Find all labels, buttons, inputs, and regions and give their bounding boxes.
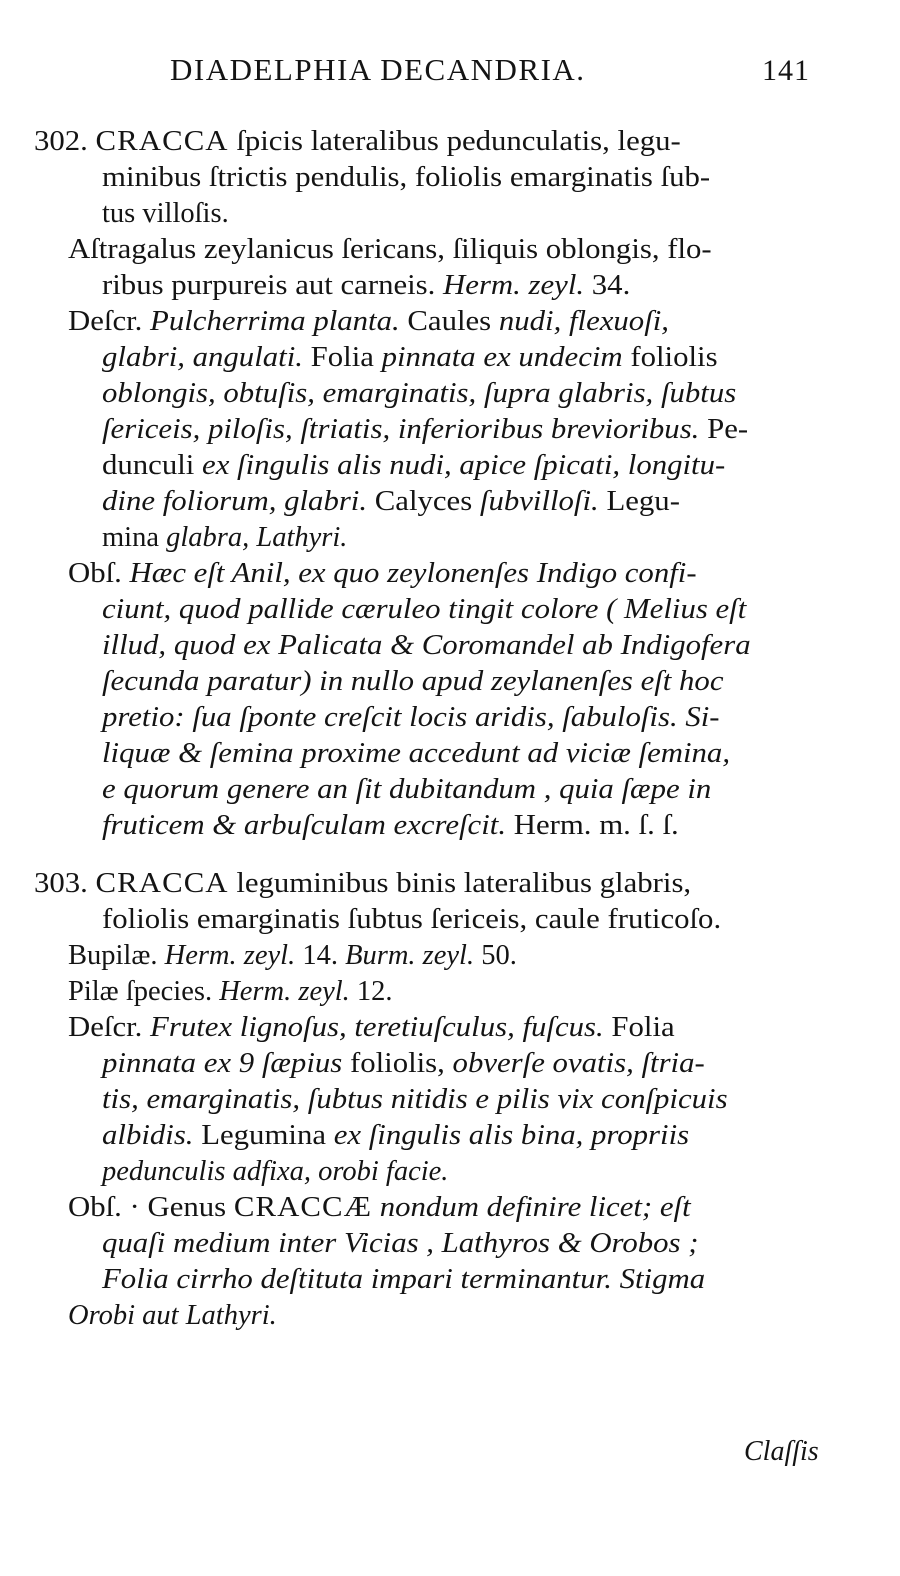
text-line [102, 268, 630, 304]
roman-text: Pe- [699, 414, 749, 445]
italic-text: ſubvilloſi. [479, 486, 599, 517]
text-line [102, 484, 680, 520]
text-line [102, 736, 730, 772]
text-line [102, 340, 718, 376]
italic-text: glabri, angulati. [102, 342, 303, 373]
italic-text: Folia cirrho deſtituta impari terminantur. Stigma [102, 1264, 706, 1295]
roman-text: Deſcr. [68, 1012, 151, 1043]
italic-text: fruticem & arbuſculam excreſcit. [102, 810, 507, 841]
italic-text: Frutex lignoſus, teretiuſculus, fuſcus. [150, 1012, 604, 1043]
roman-text: minibus ſtrictis pendulis, foliolis emarginatis ſub- [102, 162, 711, 193]
text-line [102, 592, 746, 628]
roman-text: 302. [34, 126, 96, 157]
italic-text: illud, quod ex Palicata & Coromandel ab Indigofera [102, 630, 751, 661]
text-line [68, 232, 712, 268]
roman-text: foliolis emarginatis ſubtus ſericeis, caule fruticoſo. [102, 904, 722, 935]
text-line [68, 938, 517, 974]
text-line [68, 1190, 691, 1226]
italic-text: ſecunda paratur) in nullo apud zeylanenſes eſt hoc [102, 666, 724, 697]
roman-text: 14. [295, 940, 346, 971]
italic-text: nondum definire licet; eſt [372, 1192, 691, 1223]
text-line [102, 376, 736, 412]
roman-text: CRACCÆ [233, 1192, 373, 1223]
text-line [102, 1226, 698, 1262]
roman-text: 12. [349, 976, 393, 1007]
text-line [102, 1082, 728, 1118]
italic-text: Hæc eſt Anil, ex quo zeylonenſes Indigo confi- [129, 558, 697, 589]
text-line [68, 1010, 675, 1046]
italic-text: ſericeis, piloſis, ſtriatis, inferioribus brevioribus. [102, 414, 700, 445]
roman-text: leguminibus binis lateralibus glabris, [228, 868, 692, 899]
roman-text: Herm. m. ſ. ſ. [506, 810, 679, 841]
roman-text: Obſ. · Genus [68, 1192, 234, 1223]
italic-text: liquæ & ſemina proxime accedunt ad viciæ ſemina, [102, 738, 731, 769]
roman-text: foliolis [622, 342, 718, 373]
catchword: Claſſis [744, 1436, 819, 1467]
text-line [68, 974, 393, 1010]
italic-text: dine foliorum, glabri. [102, 486, 368, 517]
text-line [34, 866, 691, 902]
italic-text: Burm. zeyl. [345, 940, 475, 971]
italic-text: Herm. zeyl. [164, 940, 296, 971]
text-line [68, 556, 697, 592]
roman-text: Bupilæ. [68, 940, 165, 971]
text-line [102, 196, 229, 232]
text-line [102, 448, 725, 484]
text-line [102, 1262, 705, 1298]
italic-text: Pulcherrima planta. [150, 306, 400, 337]
roman-text: Pilæ ſpecies. [68, 976, 220, 1007]
roman-text: Legu- [598, 486, 680, 517]
roman-text: tus villoſis. [102, 198, 229, 229]
italic-text: glabra, Lathyri. [166, 522, 348, 553]
text-line [102, 1118, 689, 1154]
roman-text: Caules [399, 306, 499, 337]
roman-text: 50. [474, 940, 517, 971]
roman-text: 34. [584, 270, 631, 301]
roman-text: Folia [302, 342, 382, 373]
italic-text: ciunt, quod pallide cæruleo tingit colore ( Melius eſt [102, 594, 747, 625]
text-line [102, 1154, 448, 1190]
roman-text: mina [102, 522, 167, 553]
italic-text: ex ſingulis alis nudi, apice ſpicati, longitu- [202, 450, 726, 481]
roman-text: Deſcr. [68, 306, 151, 337]
italic-text: Herm. zeyl. [219, 976, 350, 1007]
text-line [102, 628, 751, 664]
text-line [68, 304, 669, 340]
running-title: DIADELPHIA DECANDRIA. [170, 52, 586, 87]
text-line [102, 902, 721, 938]
text-line [102, 412, 748, 448]
roman-text: Legumina [193, 1120, 334, 1151]
text-line [34, 124, 681, 160]
roman-text: Folia [603, 1012, 675, 1043]
roman-text: Obſ. [68, 558, 130, 589]
italic-text: obverſe ovatis, ſtria- [452, 1048, 705, 1079]
roman-text: dunculi [102, 450, 203, 481]
roman-text: CRACCA [95, 126, 229, 157]
page-number: 141 [762, 54, 810, 87]
italic-text: pinnata ex undecim [381, 342, 623, 373]
roman-text: CRACCA [95, 868, 229, 899]
italic-text: quaſi medium inter Vicias , Lathyros & Orobos ; [102, 1228, 699, 1259]
text-line [68, 1298, 277, 1334]
text-line [102, 700, 720, 736]
italic-text: oblongis, obtuſis, emarginatis, ſupra glabris, ſubtus [102, 378, 737, 409]
text-line [102, 520, 347, 556]
italic-text: albidis. [102, 1120, 194, 1151]
roman-text: 303. [34, 868, 96, 899]
italic-text: ex ſingulis alis bina, propriis [333, 1120, 690, 1151]
roman-text: foliolis, [342, 1048, 453, 1079]
text-line [102, 664, 723, 700]
roman-text: ſpicis lateralibus pedunculatis, legu- [228, 126, 681, 157]
italic-text: pinnata ex 9 ſæpius [102, 1048, 343, 1079]
italic-text: pedunculis adfixa, orobi facie. [102, 1156, 449, 1187]
italic-text: Orobi aut Lathyri. [68, 1300, 277, 1331]
italic-text: e quorum genere an ſit dubitandum , quia ſæpe in [102, 774, 712, 805]
text-line [102, 808, 679, 844]
roman-text: ribus purpureis aut carneis. [102, 270, 444, 301]
text-line [102, 772, 711, 808]
italic-text: tis, emarginatis, ſubtus nitidis e pilis vix conſpicuis [102, 1084, 728, 1115]
text-line [102, 1046, 705, 1082]
italic-text: nudi, flexuoſi, [498, 306, 669, 337]
roman-text: Calyces [367, 486, 480, 517]
roman-text: Aſtragalus zeylanicus ſericans, ſiliquis oblongis, flo- [68, 234, 712, 265]
text-line [102, 160, 710, 196]
italic-text: Herm. zeyl. [443, 270, 585, 301]
italic-text: pretio: ſua ſponte creſcit locis aridis, ſabuloſis. Si- [102, 702, 720, 733]
